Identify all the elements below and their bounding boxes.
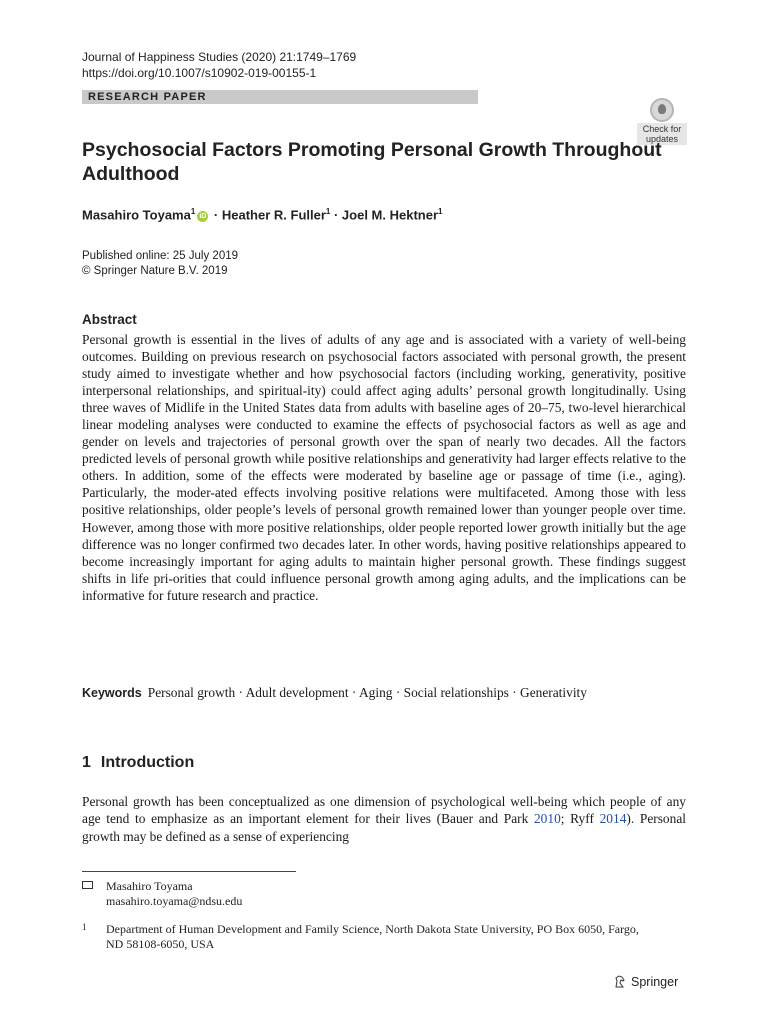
author-affiliation-sup: 1: [438, 207, 443, 216]
affiliation-number: 1: [82, 922, 87, 932]
publisher-logo: [614, 975, 678, 989]
affiliation-text: Department of Human Development and Family Science, North Dakota State University, PO Box 6050, Fargo, ND 58108-6050, USA: [106, 922, 639, 951]
author-name[interactable]: Masahiro Toyama: [82, 207, 191, 223]
journal-citation: Journal of Happiness Studies (2020) 21:1749–1769: [82, 50, 357, 64]
springer-horse-icon: [614, 975, 626, 988]
published-date: Published online: 25 July 2019: [82, 250, 239, 262]
author-list: [82, 207, 442, 222]
citation-link[interactable]: 2010: [533, 811, 561, 827]
article-title: Psychosocial Factors Promoting Personal Growth Throughout Adulthood: [82, 139, 662, 185]
crossmark-icon: [650, 98, 674, 122]
affiliation-block: [82, 922, 642, 952]
section-title: Introduction: [100, 754, 195, 771]
intro-paragraph: Personal growth has been conceptualized as one dimension of psychological well-being which people of any age tend to emphasize as an important element for their lives (Bauer and Park 2010; Ryff 2014). Personal growth may be defined as a sense of experiencing: [82, 794, 686, 844]
abstract-text: Personal growth is essential in the lives of adults of any age and is associated with a variety of well-being outcomes. Building on previous research on psychosocial factors associated with personal growth, the present study aimed to investigate whether and how psychosocial factors (including working, generativity, positive interpersonal relationships, and spiritual-ity) could affect aging adults’ personal growth longitudinally. Using three waves of Midlife in the United States data from adults with baseline ages of 20–75, two-level hierarchical linear modeling analyses were conducted to examine the effects of psychosocial factors as well as age and gender on levels and trajectories of personal growth over the span of nearly two decades. All the factors predicted levels of personal growth while positive relationships and generativity had larger effects relative to the others. In addition, some of the effects were moderated by baseline age or passage of time (i.e., aging). Particularly, the moder-ated effects involving positive relations were multifaceted. Among those with less positive relationships, older people’s levels of personal growth remained lower than younger people over time. However, among those with more positive relationships, older people reported lower growth initially but the age difference was no longer confirmed two decades later. In other words, having positive relationships appeared to become increasingly important for aging adults to maintain higher personal growth. These findings suggest shifts in life pri-orities that could influence personal growth among aging adults, and the implications can be informative for future research and practice.: [82, 332, 686, 603]
copyright: © Springer Nature B.V. 2019: [82, 265, 228, 277]
author-affiliation-sup: 1: [190, 207, 196, 216]
doi-link[interactable]: https://doi.org/10.1007/s10902-019-00155-1: [82, 66, 317, 80]
article-type-banner: RESEARCH PAPER: [82, 90, 478, 104]
publisher-name: Springer: [631, 975, 679, 989]
author-separator: ·: [330, 207, 342, 223]
corresponding-author: Masahiro Toyama: [106, 879, 193, 893]
check-for-updates-badge[interactable]: [637, 98, 687, 142]
author-separator: ·: [210, 207, 222, 223]
correspondence-block: [82, 879, 242, 909]
keywords-block: [82, 684, 686, 702]
author-name[interactable]: Joel M. Hektner: [341, 207, 439, 223]
journal-header: [82, 49, 356, 81]
section-number: 1: [82, 754, 91, 771]
author-affiliation-sup: 1: [325, 207, 331, 216]
author-name[interactable]: Heather R. Fuller: [221, 207, 326, 223]
keywords-list: Personal growth · Adult development · Aging · Social relationships · Generativity: [147, 685, 587, 700]
check-for-updates-label: Check for updates: [637, 123, 687, 145]
publication-info: [82, 249, 238, 279]
citation-link[interactable]: 2014: [599, 811, 627, 827]
orcid-icon[interactable]: iD: [199, 213, 207, 221]
keywords-heading: Keywords: [82, 686, 142, 700]
footnote-divider: [82, 871, 296, 872]
corresponding-email[interactable]: masahiro.toyama@ndsu.edu: [106, 894, 243, 908]
envelope-icon: [82, 881, 93, 889]
abstract-heading: Abstract: [82, 312, 137, 327]
section-heading: [82, 754, 194, 772]
